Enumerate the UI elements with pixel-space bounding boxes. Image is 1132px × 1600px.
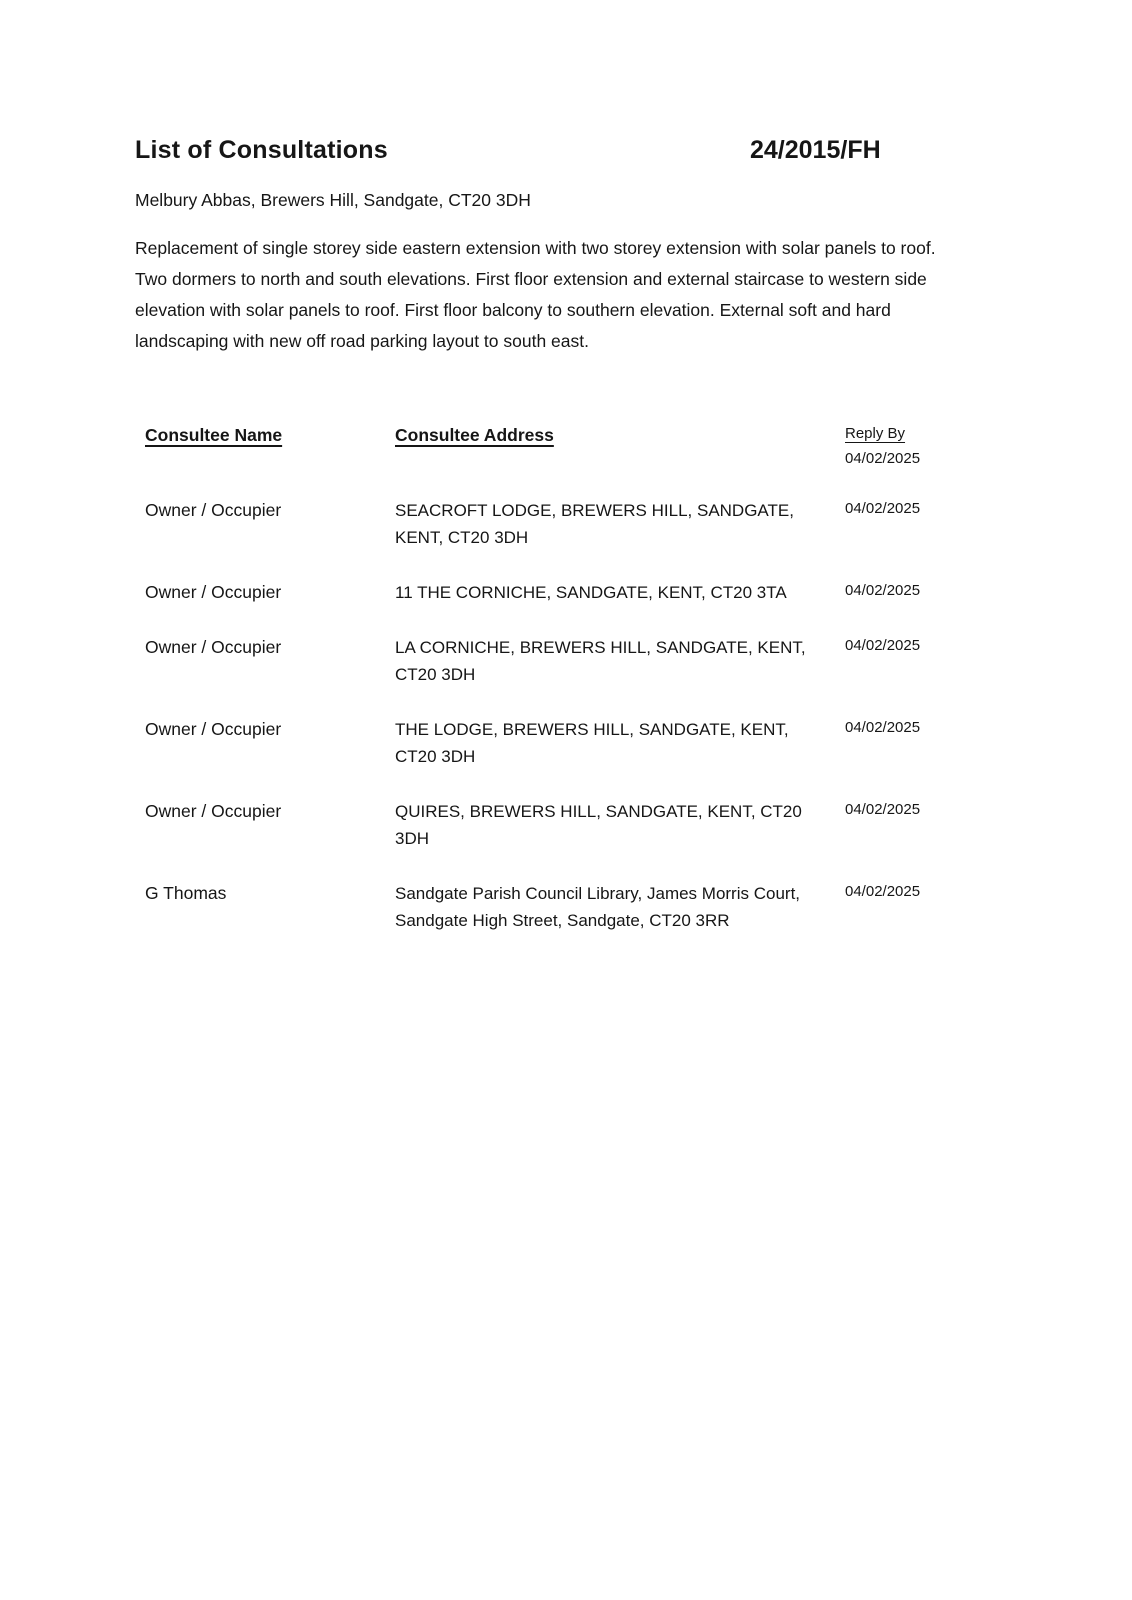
proposal-description: Replacement of single storey side eastern extension with two storey extension with solar panels to roof. Two dormers to north and south elevations. First floor extension and external staircase to western side elevation with solar panels to roof. First floor balcony to southern elevation. External soft and hard landscaping with new off road parking layout to south east.: [135, 238, 936, 351]
reply-by-date-cell: 04/02/2025: [845, 883, 921, 900]
consultee-name-cell: G Thomas: [145, 883, 227, 903]
consultee-name-cell: Owner / Occupier: [145, 582, 282, 602]
reply-by-date-cell: 04/02/2025: [845, 801, 921, 818]
consultations-table: [135, 425, 962, 934]
document-header: [135, 136, 962, 170]
table-row: [145, 497, 962, 551]
table-row: [145, 716, 962, 770]
application-reference: 24/2015/FH: [750, 136, 881, 164]
consultee-name-cell: Owner / Occupier: [145, 719, 282, 739]
column-header-reply-by-group: [845, 425, 962, 467]
table-row: [145, 579, 962, 606]
table-row: [145, 880, 962, 934]
consultee-address-cell: Sandgate Parish Council Library, James Morris Court, Sandgate High Street, Sandgate, CT20 3RR: [395, 884, 801, 930]
consultee-name-cell: Owner / Occupier: [145, 801, 282, 821]
consultee-address-cell: 11 THE CORNICHE, SANDGATE, KENT, CT20 3TA: [395, 583, 787, 602]
column-header-reply-by: Reply By: [845, 425, 906, 442]
table-header-row: [145, 425, 962, 467]
consultee-address-cell: THE LODGE, BREWERS HILL, SANDGATE, KENT, CT20 3DH: [395, 720, 789, 766]
page-title: List of Consultations: [135, 136, 388, 164]
reply-by-date-cell: 04/02/2025: [845, 719, 921, 736]
consultee-address-cell: LA CORNICHE, BREWERS HILL, SANDGATE, KENT, CT20 3DH: [395, 638, 806, 684]
consultation-rows: [145, 497, 962, 934]
consultee-address-cell: QUIRES, BREWERS HILL, SANDGATE, KENT, CT20 3DH: [395, 802, 802, 848]
consultee-address-cell: SEACROFT LODGE, BREWERS HILL, SANDGATE, KENT, CT20 3DH: [395, 501, 794, 547]
consultee-name-cell: Owner / Occupier: [145, 637, 282, 657]
reply-by-date-cell: 04/02/2025: [845, 637, 921, 654]
site-address: Melbury Abbas, Brewers Hill, Sandgate, CT20 3DH: [135, 190, 531, 210]
header-reply-date: 04/02/2025: [845, 450, 921, 467]
column-header-consultee-address: Consultee Address: [395, 425, 554, 445]
reply-by-date-cell: 04/02/2025: [845, 582, 921, 599]
column-header-consultee-name: Consultee Name: [145, 425, 283, 445]
table-row: [145, 634, 962, 688]
consultee-name-cell: Owner / Occupier: [145, 500, 282, 520]
reply-by-date-cell: 04/02/2025: [845, 500, 921, 517]
table-row: [145, 798, 962, 852]
